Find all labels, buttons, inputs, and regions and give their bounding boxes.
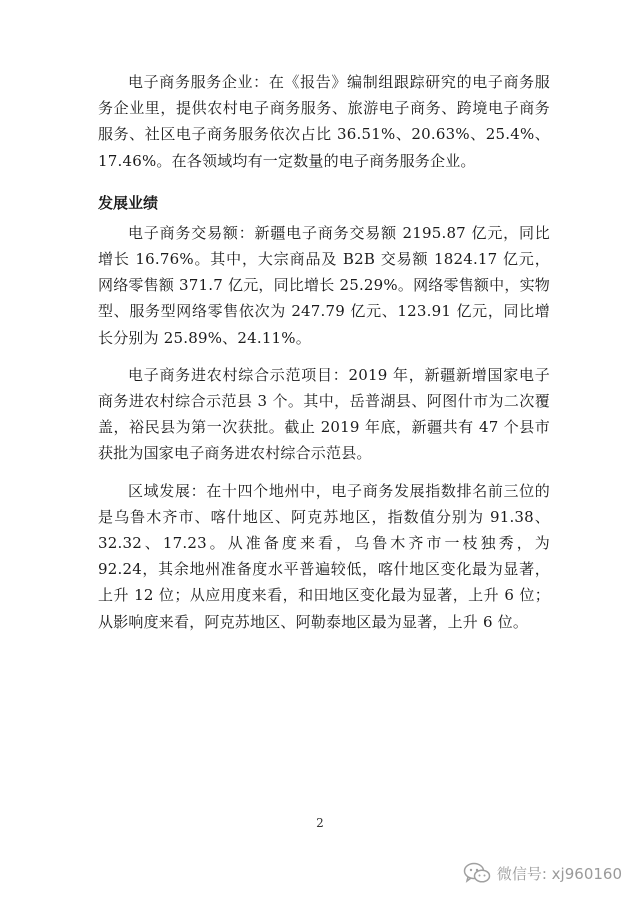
page-number: 2: [316, 816, 324, 830]
wechat-icon: [463, 862, 491, 884]
paragraph-rural-demonstration-project: 电子商务进农村综合示范项目：2019 年，新疆新增国家电子商务进农村综合示范县 3 个。其中，岳普湖县、阿图什市为二次覆盖，裕民县为第一次获批。截止 2019 年底，新疆共有 47 个县市获批为国家电子商务进农村综合示范县。: [98, 365, 550, 463]
section-heading-development-results: 发展业绩: [98, 193, 159, 212]
paragraph-ecommerce-transaction-volume: 电子商务交易额：新疆电子商务交易额 2195.87 亿元，同比增长 16.76%。其中，大宗商品及 B2B 交易额 1824.17 亿元，网络零售额 371.7 亿元，同比增长 25.29%。网络零售额中，实物型、服务型网络零售依次为 247.79 亿元、123.91 亿元，同比增长分别为 25.89%、24.11%。: [98, 223, 550, 347]
watermark-text: 微信号: xj960160: [496, 864, 622, 883]
watermark: [463, 862, 622, 884]
paragraph-regional-development: 区域发展：在十四个地州中，电子商务发展指数排名前三位的是乌鲁木齐市、喀什地区、阿克苏地区，指数值分别为 91.38、32.32、17.23。从准备度来看，乌鲁木齐市一枝独秀，为 92.24，其余地州准备度水平普遍较低，喀什地区变化最为显著，上升 12 位；从应用度来看，和田地区变化最为显著，上升 6 位；从影响度来看，阿克苏地区、阿勒泰地区最为显著，上升 6 位。: [98, 481, 550, 631]
paragraph-ecommerce-service-enterprises: 电子商务服务企业：在《报告》编制组跟踪研究的电子商务服务企业里，提供农村电子商务服务、旅游电子商务、跨境电子商务服务、社区电子商务服务依次占比 36.51%、20.63%、25.4%、17.46%。在各领域均有一定数量的电子商务服务企业。: [98, 73, 550, 170]
document-body: [98, 69, 550, 646]
